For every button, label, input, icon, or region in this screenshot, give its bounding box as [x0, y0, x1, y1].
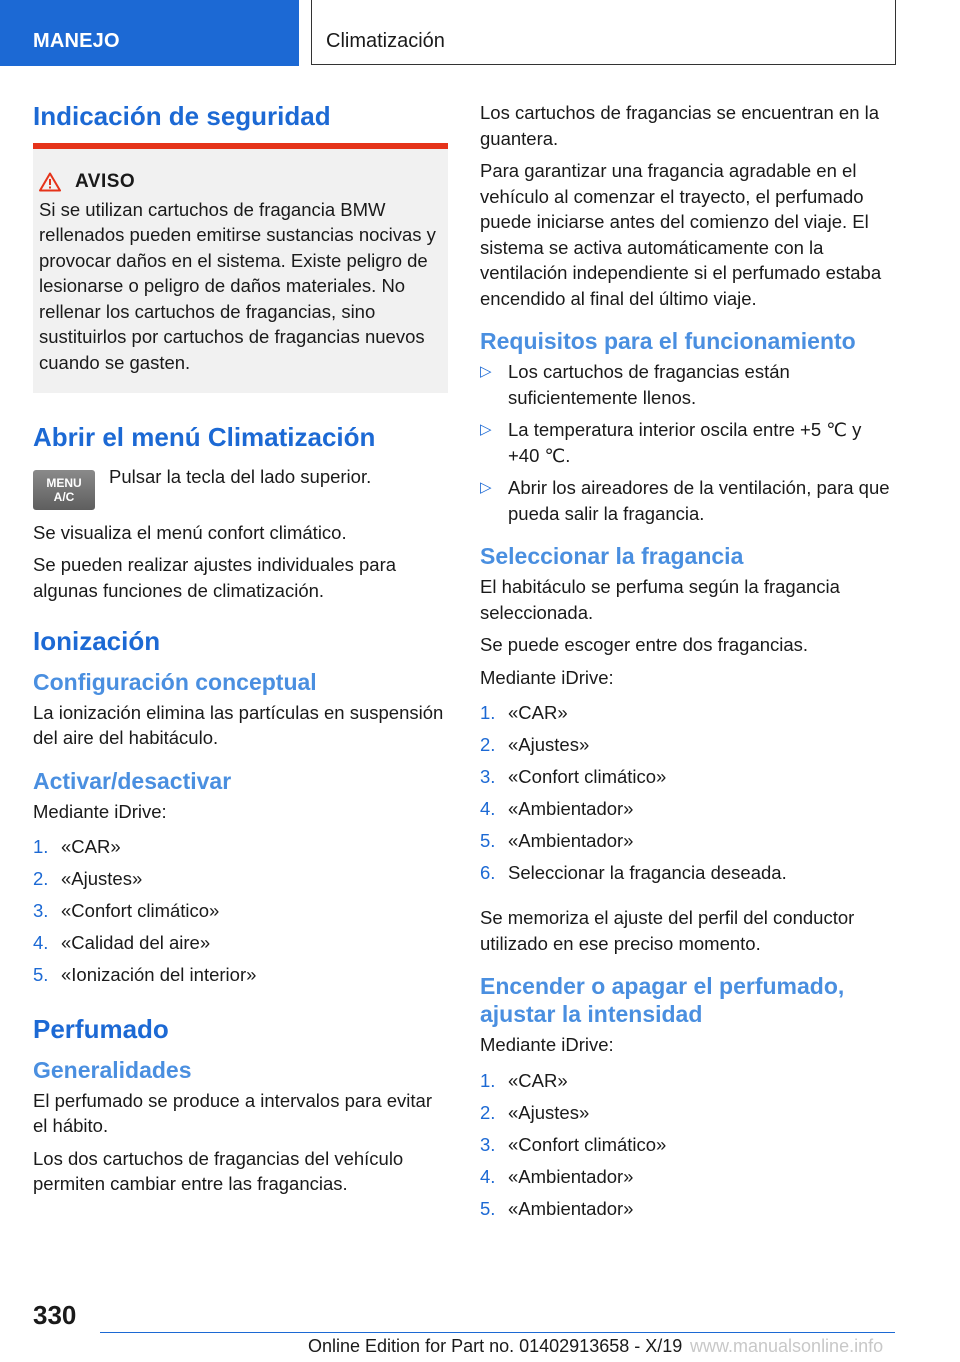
list-item: ▷ Abrir los aireadores de la ventilación, para que pueda salir la fragancia. [480, 475, 896, 526]
list-item: 2. «Ajustes» [480, 1101, 590, 1123]
ionization-via: Mediante iDrive: [33, 800, 167, 822]
safety-heading: Indicación de seguridad [33, 101, 331, 131]
warning-text: Si se utilizan cartuchos de fragancia BMW rellenados pueden emitirse sustancias nocivas y provocar daños en el sistema. Existe peligro de lesionarse o peligro de daños materiales. No rellenar los cartuchos de fragancias, sino sustituirlos por cartuchos de fragancias nuevos cuando se gasten. [39, 198, 436, 373]
right-column [480, 100, 896, 1241]
concept-subheading: Configuración conceptual [33, 668, 317, 695]
onoff-steps [480, 1065, 896, 1225]
list-item: 6. Seleccionar la fragancia deseada. [480, 862, 787, 884]
list-item: 5. «Ionización del interior» [33, 964, 257, 986]
list-item: 2. «Ajustes» [33, 868, 143, 890]
select-steps [480, 697, 896, 889]
triangle-bullet-icon: ▷ [480, 479, 492, 497]
onoff-subheading: Encender o apagar el perfumado, ajustar la intensidad [480, 973, 845, 1028]
list-item: 3. «Confort climático» [33, 900, 220, 922]
list-item: 1. «CAR» [480, 702, 568, 724]
requirements-subheading: Requisitos para el funcionamiento [480, 328, 856, 354]
menu-ac-key-icon [33, 470, 95, 510]
section-tab [0, 0, 299, 66]
onoff-via: Mediante iDrive: [480, 1034, 614, 1056]
list-item: ▷ Los cartuchos de fragancias están suficientemente llenos. [480, 359, 896, 410]
list-item: 4. «Calidad del aire» [33, 932, 211, 954]
edition-note: Online Edition for Part no. 01402913658 - X/19 [308, 1336, 683, 1356]
list-item: 5. «Ambientador» [480, 830, 634, 852]
page-number: 330 [33, 1300, 77, 1330]
select-via: Mediante iDrive: [480, 666, 614, 688]
general-paragraph-1: El perfumado se produce a intervalos para evitar el hábito. [33, 1089, 432, 1137]
menu-heading: Abrir el menú Climatización [33, 422, 376, 452]
list-item: 3. «Confort climático» [480, 1133, 667, 1155]
menu-instruction-row [33, 464, 448, 510]
general-subheading: Generalidades [33, 1056, 192, 1083]
chapter-tab [311, 0, 896, 65]
list-item: 1. «CAR» [480, 1069, 568, 1091]
list-item: 3. «Confort climático» [480, 766, 667, 788]
menu-instruction: Pulsar la tecla del lado superior. [109, 465, 372, 487]
list-item: 4. «Ambientador» [480, 1165, 634, 1187]
watermark: www.manualsonline.info [690, 1336, 884, 1356]
list-item: 2. «Ajustes» [480, 734, 590, 756]
warning-label: AVISO [75, 170, 136, 192]
left-column [33, 100, 448, 1204]
chapter-title: Climatización [326, 30, 445, 52]
ionization-steps [33, 831, 448, 991]
ionization-heading: Ionización [33, 626, 161, 656]
select-paragraph-2: Se puede escoger entre dos fragancias. [480, 634, 809, 656]
general-paragraph-4: Para garantizar una fragancia agradable en el vehículo al comenzar el trayecto, el perfumado puede iniciarse antes del comienzo del viaje. El sistema se activa automáticamente con la ventilación independiente si el perfumado estaba encendido al final del último viaje. [480, 160, 882, 309]
select-subheading: Seleccionar la fragancia [480, 543, 744, 570]
list-item: ▷ La temperatura interior oscila entre +5 ℃ y +40 ℃. [480, 417, 896, 468]
list-item: 1. «CAR» [33, 836, 121, 858]
general-paragraph-2: Los dos cartuchos de fragancias del vehículo permiten cambiar entre las fragancias. [33, 1147, 404, 1195]
warning-box [33, 143, 448, 394]
menu-paragraph-1: Se visualiza el menú confort climático. [33, 521, 347, 543]
warning-header [39, 171, 440, 193]
menu-key-line1: MENU [46, 475, 82, 490]
select-paragraph-3: Se memoriza el ajuste del perfil del conductor utilizado en ese preciso momento. [480, 907, 855, 954]
toggle-subheading: Activar/desactivar [33, 767, 232, 794]
general-paragraph-3: Los cartuchos de fragancias se encuentran en la guantera. [480, 102, 880, 149]
requirements-list [480, 359, 896, 526]
list-item: 5. «Ambientador» [480, 1197, 634, 1219]
concept-text: La ionización elimina las partículas en suspensión del aire del habitáculo. [33, 701, 444, 749]
triangle-bullet-icon: ▷ [480, 421, 492, 439]
perfume-heading: Perfumado [33, 1014, 169, 1045]
warning-triangle-icon [39, 172, 61, 192]
menu-key-line2: A/C [53, 489, 75, 504]
list-item: 4. «Ambientador» [480, 798, 634, 820]
select-paragraph-1: El habitáculo se perfuma según la fragancia seleccionada. [480, 576, 840, 623]
triangle-bullet-icon: ▷ [480, 363, 492, 381]
menu-paragraph-2: Se pueden realizar ajustes individuales para algunas funciones de climatización. [33, 554, 397, 601]
section-title: MANEJO [33, 30, 120, 52]
footer-divider [100, 1332, 895, 1333]
